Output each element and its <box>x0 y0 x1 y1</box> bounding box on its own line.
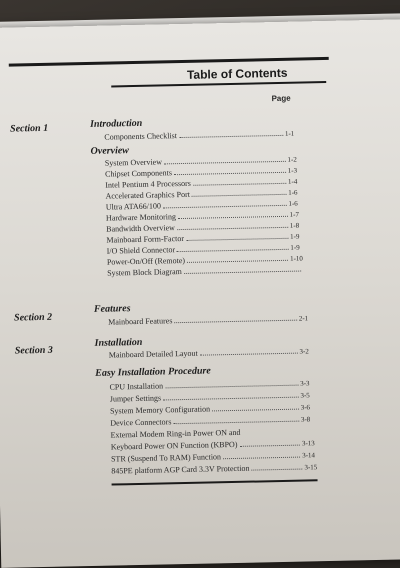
dot-leader <box>177 249 288 252</box>
bottom-rule <box>112 479 318 485</box>
heading-easy-installation: Easy Installation Procedure <box>95 365 211 379</box>
toc-entry <box>110 426 310 439</box>
toc-entry-page: 3-6 <box>300 403 311 412</box>
toc-entry-page: 1-7 <box>289 210 300 219</box>
toc-entry-page: 1-8 <box>289 221 300 230</box>
toc-entry-label: Components Checklist <box>104 131 178 142</box>
dot-leader <box>200 353 298 356</box>
toc-entry-page: 3-2 <box>299 347 309 356</box>
dot-leader <box>212 409 299 412</box>
heading-installation: Installation <box>94 336 143 349</box>
toc-entry-label: Keyboard Power ON Function (KBPO) <box>110 439 238 452</box>
toc-entry <box>104 129 294 142</box>
toc-entry-page: 1-1 <box>284 129 295 138</box>
heading-introduction: Introduction <box>89 117 143 130</box>
toc-entry-label: 845PE platform AGP Card 3.3V Protection <box>111 463 250 476</box>
toc-entry-label: Jumper Settings <box>109 393 162 404</box>
toc-entry-label: I/O Shield Connector <box>106 245 176 256</box>
page-title: Table of Contents <box>186 65 288 82</box>
dot-leader <box>163 397 298 401</box>
toc-entry-page: 1-4 <box>287 177 298 186</box>
title-underline <box>111 81 326 88</box>
toc-entry-label: Power-On/Off (Remote) <box>106 255 186 267</box>
toc-entry <box>110 414 310 427</box>
toc-entry-label: Ultra ATA66/100 <box>105 201 161 212</box>
toc-entry-label: System Overview <box>104 157 163 168</box>
toc-entry-label: Hardware Monitoring <box>105 212 177 223</box>
toc-entry-page: 3-8 <box>300 415 311 424</box>
toc-entry-label: Chipset Components <box>104 168 173 179</box>
toc-entry-label: STR (Suspend To RAM) Function <box>110 452 222 464</box>
toc-entry-page: 3-3 <box>300 379 310 388</box>
section-label: Section 1 <box>10 122 49 135</box>
toc-entry-page: 1-6 <box>288 199 298 208</box>
dot-leader <box>178 216 288 219</box>
toc-entry <box>107 264 303 277</box>
toc-entry-label: Accelerated Graphics Port <box>105 189 191 201</box>
toc-entry-label: Bandwidth Overview <box>106 223 175 234</box>
dot-leader <box>174 172 286 175</box>
toc-entry <box>108 313 308 326</box>
toc-entry <box>111 438 315 451</box>
toc-entry-page: 1-6 <box>288 188 298 197</box>
toc-entry <box>111 450 315 463</box>
heading-features: Features <box>93 303 131 315</box>
toc-entry-label: System Memory Configuration <box>109 404 211 416</box>
toc-entry <box>110 390 310 403</box>
dot-leader <box>193 183 286 186</box>
dot-leader <box>163 205 287 209</box>
toc-entry-label: Device Connectors <box>110 417 172 428</box>
toc-entry-label: System Block Diagram <box>107 267 182 278</box>
toc-entry <box>111 462 317 475</box>
dot-leader <box>184 271 301 274</box>
dot-leader <box>164 161 286 165</box>
document-page <box>0 19 400 568</box>
toc-entry-page: 1-2 <box>287 155 297 164</box>
toc-entry-label: Mainboard Features <box>108 316 173 327</box>
dot-leader <box>187 260 288 263</box>
toc-entry-page: 3-13 <box>301 439 315 448</box>
toc-entry-page: 1-10 <box>289 254 303 263</box>
toc-entry-label: Mainboard Detailed Layout <box>108 348 198 360</box>
toc-entry-label: External Modem Ring-in Power ON and <box>110 427 241 440</box>
dot-leader <box>252 469 303 471</box>
dot-leader <box>179 135 283 138</box>
toc-entry-page: 2-1 <box>298 314 309 323</box>
toc-entry-page: 3-5 <box>300 391 310 400</box>
toc-entry <box>109 346 309 359</box>
toc-entry-page: 1-3 <box>287 166 298 175</box>
dot-leader <box>239 445 300 447</box>
dot-leader <box>165 385 298 389</box>
toc-entry-page: 1-9 <box>290 243 300 252</box>
section-label: Section 3 <box>14 344 53 357</box>
dot-leader <box>173 421 299 425</box>
toc-entry <box>109 378 309 391</box>
dot-leader <box>186 238 288 241</box>
toc-entry-page: 3-14 <box>302 451 316 460</box>
heading-overview: Overview <box>90 145 130 157</box>
toc-entry-label: CPU Installation <box>109 381 164 392</box>
toc-entry-page: 1-9 <box>290 232 300 241</box>
section-label: Section 2 <box>13 311 53 324</box>
dot-leader <box>174 320 296 324</box>
dot-leader <box>223 457 300 460</box>
dot-leader <box>192 194 286 197</box>
page-column-header: Page <box>271 93 291 104</box>
toc-entry-label: Mainboard Form-Factor <box>106 233 185 245</box>
toc-entry-page: 3-15 <box>304 463 318 472</box>
toc-entry <box>110 402 310 415</box>
toc-entry-label: Intel Pentium 4 Processors <box>105 178 191 190</box>
dot-leader <box>177 227 288 230</box>
